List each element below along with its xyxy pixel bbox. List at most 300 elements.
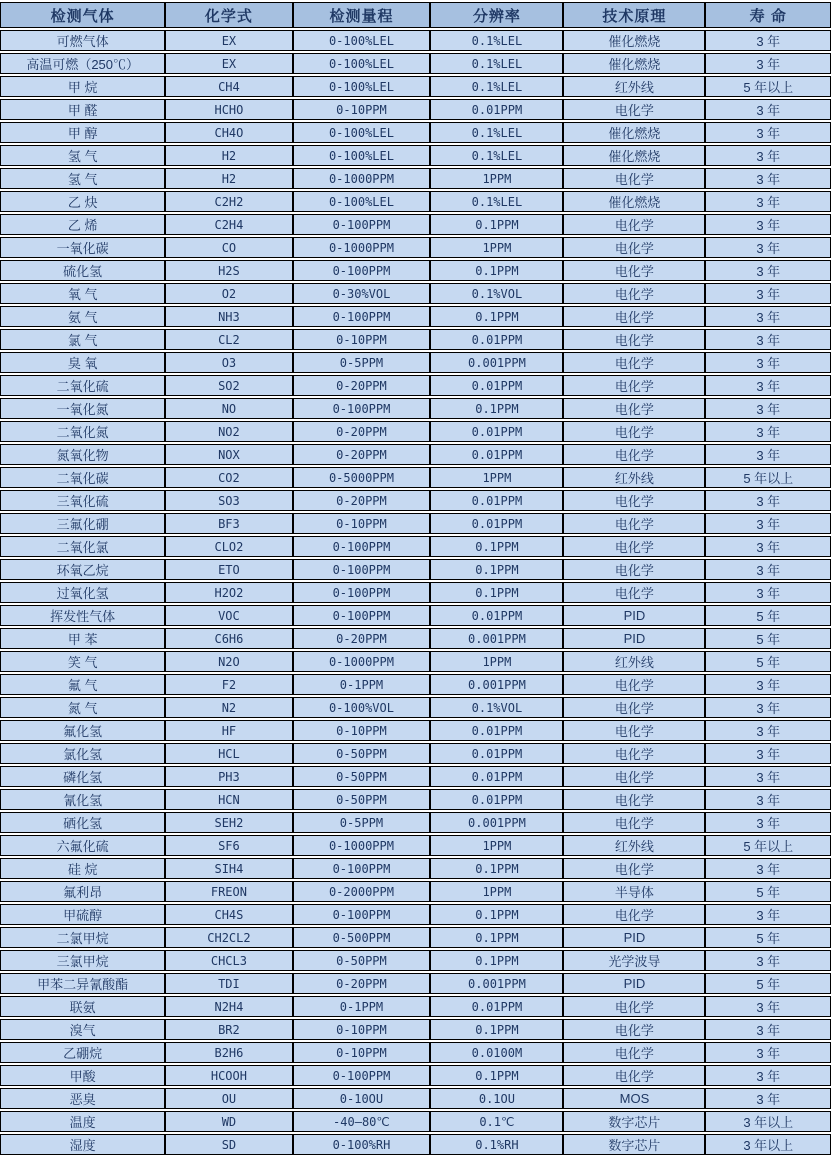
cell-resolution: 0.1%RH	[430, 1134, 563, 1155]
cell-formula: SF6	[165, 835, 292, 856]
cell-gas: 氢 气	[0, 168, 165, 189]
table-row	[0, 444, 831, 465]
cell-gas: 环氧乙烷	[0, 559, 165, 580]
table-row	[0, 237, 831, 258]
cell-principle: 电化学	[563, 237, 705, 258]
cell-formula: SO3	[165, 490, 292, 511]
cell-lifespan: 3 年	[705, 490, 831, 511]
cell-lifespan: 3 年	[705, 559, 831, 580]
cell-principle: 红外线	[563, 651, 705, 672]
cell-range: 0-10OU	[293, 1088, 431, 1109]
cell-principle: 数字芯片	[563, 1134, 705, 1155]
table-row	[0, 536, 831, 557]
cell-range: 0-100PPM	[293, 605, 431, 626]
cell-gas: 溴气	[0, 1019, 165, 1040]
table-row	[0, 30, 831, 51]
cell-range: 0-100%LEL	[293, 122, 431, 143]
cell-principle: 光学波导	[563, 950, 705, 971]
cell-resolution: 0.1%VOL	[430, 697, 563, 718]
cell-gas: 乙 炔	[0, 191, 165, 212]
cell-range: 0-50PPM	[293, 950, 431, 971]
cell-range: 0-2000PPM	[293, 881, 431, 902]
cell-resolution: 0.1PPM	[430, 306, 563, 327]
cell-principle: 电化学	[563, 1019, 705, 1040]
cell-formula: ETO	[165, 559, 292, 580]
table-row	[0, 651, 831, 672]
cell-gas: 氢 气	[0, 145, 165, 166]
cell-lifespan: 3 年	[705, 352, 831, 373]
cell-range: 0-20PPM	[293, 375, 431, 396]
cell-principle: PID	[563, 605, 705, 626]
table-row	[0, 789, 831, 810]
table-row	[0, 720, 831, 741]
cell-range: 0-1000PPM	[293, 651, 431, 672]
cell-principle: 催化燃烧	[563, 122, 705, 143]
cell-formula: CH4S	[165, 904, 292, 925]
table-row	[0, 53, 831, 74]
cell-gas: 甲硫醇	[0, 904, 165, 925]
cell-formula: TDI	[165, 973, 292, 994]
cell-gas: 湿度	[0, 1134, 165, 1155]
cell-principle: 电化学	[563, 352, 705, 373]
cell-gas: 甲 烷	[0, 76, 165, 97]
cell-principle: PID	[563, 927, 705, 948]
table-row	[0, 697, 831, 718]
cell-gas: 氟化氢	[0, 720, 165, 741]
cell-lifespan: 3 年	[705, 375, 831, 396]
cell-lifespan: 3 年	[705, 237, 831, 258]
cell-range: 0-10PPM	[293, 513, 431, 534]
cell-lifespan: 3 年	[705, 1042, 831, 1063]
cell-lifespan: 5 年	[705, 628, 831, 649]
cell-formula: CL2	[165, 329, 292, 350]
table-row	[0, 1088, 831, 1109]
cell-lifespan: 3 年	[705, 812, 831, 833]
table-row	[0, 1134, 831, 1155]
cell-lifespan: 3 年	[705, 30, 831, 51]
cell-lifespan: 5 年	[705, 605, 831, 626]
cell-resolution: 1PPM	[430, 881, 563, 902]
cell-principle: 电化学	[563, 1065, 705, 1086]
cell-gas: 硒化氢	[0, 812, 165, 833]
cell-resolution: 0.1%LEL	[430, 122, 563, 143]
cell-principle: 电化学	[563, 697, 705, 718]
cell-gas: 磷化氢	[0, 766, 165, 787]
table-row	[0, 605, 831, 626]
cell-resolution: 0.1℃	[430, 1111, 563, 1132]
cell-gas: 二氧化氮	[0, 421, 165, 442]
table-row	[0, 582, 831, 603]
cell-principle: 电化学	[563, 329, 705, 350]
cell-lifespan: 3 年	[705, 145, 831, 166]
cell-gas: 氮 气	[0, 697, 165, 718]
cell-lifespan: 3 年	[705, 1088, 831, 1109]
table-row	[0, 973, 831, 994]
cell-range: 0-100PPM	[293, 904, 431, 925]
cell-principle: 红外线	[563, 835, 705, 856]
table-row	[0, 214, 831, 235]
cell-range: -40—80℃	[293, 1111, 431, 1132]
cell-gas: 硅 烷	[0, 858, 165, 879]
cell-gas: 甲酸	[0, 1065, 165, 1086]
cell-formula: EX	[165, 53, 292, 74]
cell-range: 0-10PPM	[293, 329, 431, 350]
cell-gas: 二氧化硫	[0, 375, 165, 396]
cell-formula: SEH2	[165, 812, 292, 833]
cell-gas: 一氧化碳	[0, 237, 165, 258]
cell-principle: MOS	[563, 1088, 705, 1109]
cell-range: 0-500PPM	[293, 927, 431, 948]
cell-formula: WD	[165, 1111, 292, 1132]
cell-range: 0-1000PPM	[293, 168, 431, 189]
cell-resolution: 0.1PPM	[430, 1019, 563, 1040]
cell-principle: PID	[563, 628, 705, 649]
cell-resolution: 0.1%VOL	[430, 283, 563, 304]
cell-gas: 氯 气	[0, 329, 165, 350]
cell-formula: BF3	[165, 513, 292, 534]
cell-formula: SIH4	[165, 858, 292, 879]
cell-formula: NH3	[165, 306, 292, 327]
table-row	[0, 858, 831, 879]
cell-range: 0-1000PPM	[293, 237, 431, 258]
cell-lifespan: 3 年以上	[705, 1134, 831, 1155]
cell-principle: 电化学	[563, 766, 705, 787]
cell-gas: 氟 气	[0, 674, 165, 695]
cell-formula: CH4O	[165, 122, 292, 143]
cell-resolution: 0.1%LEL	[430, 53, 563, 74]
table-row	[0, 559, 831, 580]
cell-principle: 电化学	[563, 720, 705, 741]
table-row	[0, 1111, 831, 1132]
cell-range: 0-100%LEL	[293, 30, 431, 51]
cell-resolution: 0.001PPM	[430, 628, 563, 649]
cell-lifespan: 3 年	[705, 191, 831, 212]
cell-principle: 电化学	[563, 513, 705, 534]
cell-formula: CHCL3	[165, 950, 292, 971]
cell-range: 0-5000PPM	[293, 467, 431, 488]
cell-gas: 三氯甲烷	[0, 950, 165, 971]
cell-gas: 乙 烯	[0, 214, 165, 235]
cell-gas: 联氨	[0, 996, 165, 1017]
cell-formula: H2	[165, 168, 292, 189]
cell-resolution: 0.01PPM	[430, 605, 563, 626]
cell-resolution: 1PPM	[430, 467, 563, 488]
cell-gas: 可燃气体	[0, 30, 165, 51]
cell-lifespan: 3 年	[705, 214, 831, 235]
cell-resolution: 0.1PPM	[430, 950, 563, 971]
cell-formula: O3	[165, 352, 292, 373]
cell-gas: 氟利昂	[0, 881, 165, 902]
cell-lifespan: 3 年	[705, 536, 831, 557]
cell-resolution: 0.01PPM	[430, 99, 563, 120]
cell-principle: 电化学	[563, 904, 705, 925]
cell-formula: CH4	[165, 76, 292, 97]
cell-range: 0-100PPM	[293, 260, 431, 281]
cell-formula: CLO2	[165, 536, 292, 557]
cell-range: 0-5PPM	[293, 352, 431, 373]
table-row	[0, 743, 831, 764]
table-row	[0, 398, 831, 419]
cell-resolution: 0.1PPM	[430, 260, 563, 281]
table-row	[0, 674, 831, 695]
cell-resolution: 1PPM	[430, 168, 563, 189]
cell-gas: 恶臭	[0, 1088, 165, 1109]
cell-lifespan: 3 年	[705, 329, 831, 350]
cell-resolution: 0.01PPM	[430, 444, 563, 465]
cell-gas: 氯化氢	[0, 743, 165, 764]
cell-formula: FREON	[165, 881, 292, 902]
cell-principle: 电化学	[563, 99, 705, 120]
table-row	[0, 76, 831, 97]
cell-range: 0-50PPM	[293, 743, 431, 764]
cell-lifespan: 3 年	[705, 582, 831, 603]
table-row	[0, 881, 831, 902]
cell-lifespan: 3 年	[705, 444, 831, 465]
cell-range: 0-1PPM	[293, 674, 431, 695]
cell-lifespan: 5 年	[705, 881, 831, 902]
cell-resolution: 0.001PPM	[430, 973, 563, 994]
cell-resolution: 0.01PPM	[430, 743, 563, 764]
cell-principle: 电化学	[563, 490, 705, 511]
table-row	[0, 329, 831, 350]
cell-range: 0-30%VOL	[293, 283, 431, 304]
cell-range: 0-100PPM	[293, 858, 431, 879]
cell-formula: HCL	[165, 743, 292, 764]
cell-gas: 六氟化硫	[0, 835, 165, 856]
cell-range: 0-100PPM	[293, 306, 431, 327]
cell-range: 0-20PPM	[293, 421, 431, 442]
cell-formula: H2O2	[165, 582, 292, 603]
cell-lifespan: 3 年	[705, 697, 831, 718]
cell-gas: 甲 苯	[0, 628, 165, 649]
cell-resolution: 0.1PPM	[430, 559, 563, 580]
cell-lifespan: 5 年	[705, 973, 831, 994]
cell-range: 0-10PPM	[293, 99, 431, 120]
cell-gas: 甲 醇	[0, 122, 165, 143]
table-row	[0, 421, 831, 442]
cell-principle: 半导体	[563, 881, 705, 902]
cell-lifespan: 3 年	[705, 283, 831, 304]
cell-formula: NO2	[165, 421, 292, 442]
cell-principle: 电化学	[563, 743, 705, 764]
table-row	[0, 191, 831, 212]
cell-formula: N2	[165, 697, 292, 718]
cell-principle: 电化学	[563, 536, 705, 557]
table-row	[0, 904, 831, 925]
cell-range: 0-100%LEL	[293, 191, 431, 212]
table-row	[0, 168, 831, 189]
header-range: 检测量程	[293, 2, 431, 28]
cell-formula: C6H6	[165, 628, 292, 649]
cell-formula: CH2CL2	[165, 927, 292, 948]
cell-lifespan: 3 年	[705, 1065, 831, 1086]
cell-principle: 电化学	[563, 1042, 705, 1063]
cell-range: 0-100PPM	[293, 1065, 431, 1086]
cell-lifespan: 3 年	[705, 858, 831, 879]
cell-formula: HCN	[165, 789, 292, 810]
table-row	[0, 145, 831, 166]
table-row	[0, 375, 831, 396]
cell-resolution: 0.1OU	[430, 1088, 563, 1109]
cell-principle: 电化学	[563, 996, 705, 1017]
cell-principle: PID	[563, 973, 705, 994]
table-row	[0, 283, 831, 304]
cell-resolution: 0.1PPM	[430, 1065, 563, 1086]
header-gas: 检测气体	[0, 2, 165, 28]
cell-range: 0-100%LEL	[293, 76, 431, 97]
cell-range: 0-100PPM	[293, 559, 431, 580]
cell-formula: OU	[165, 1088, 292, 1109]
cell-range: 0-50PPM	[293, 766, 431, 787]
cell-range: 0-100%VOL	[293, 697, 431, 718]
cell-resolution: 0.001PPM	[430, 812, 563, 833]
cell-range: 0-10PPM	[293, 720, 431, 741]
cell-principle: 催化燃烧	[563, 191, 705, 212]
cell-principle: 电化学	[563, 283, 705, 304]
cell-lifespan: 5 年以上	[705, 76, 831, 97]
cell-formula: NOX	[165, 444, 292, 465]
cell-resolution: 1PPM	[430, 651, 563, 672]
cell-gas: 温度	[0, 1111, 165, 1132]
cell-lifespan: 3 年	[705, 99, 831, 120]
cell-lifespan: 3 年	[705, 743, 831, 764]
cell-lifespan: 3 年	[705, 720, 831, 741]
cell-resolution: 0.01PPM	[430, 996, 563, 1017]
cell-gas: 二氧化碳	[0, 467, 165, 488]
cell-principle: 红外线	[563, 467, 705, 488]
cell-principle: 电化学	[563, 858, 705, 879]
header-principle: 技术原理	[563, 2, 705, 28]
cell-gas: 臭 氧	[0, 352, 165, 373]
cell-principle: 电化学	[563, 582, 705, 603]
cell-principle: 电化学	[563, 214, 705, 235]
cell-formula: HCOOH	[165, 1065, 292, 1086]
cell-formula: C2H2	[165, 191, 292, 212]
cell-principle: 电化学	[563, 398, 705, 419]
cell-range: 0-10PPM	[293, 1019, 431, 1040]
cell-lifespan: 5 年以上	[705, 835, 831, 856]
cell-range: 0-100PPM	[293, 582, 431, 603]
cell-lifespan: 3 年	[705, 513, 831, 534]
cell-formula: CO	[165, 237, 292, 258]
cell-gas: 三氧化硫	[0, 490, 165, 511]
cell-lifespan: 3 年	[705, 789, 831, 810]
cell-range: 0-100PPM	[293, 536, 431, 557]
cell-resolution: 0.01PPM	[430, 329, 563, 350]
cell-lifespan: 3 年	[705, 904, 831, 925]
cell-resolution: 0.1PPM	[430, 536, 563, 557]
cell-gas: 笑 气	[0, 651, 165, 672]
cell-formula: B2H6	[165, 1042, 292, 1063]
cell-formula: EX	[165, 30, 292, 51]
table-row	[0, 1042, 831, 1063]
cell-formula: N2H4	[165, 996, 292, 1017]
cell-principle: 电化学	[563, 812, 705, 833]
table-row	[0, 927, 831, 948]
cell-range: 0-20PPM	[293, 490, 431, 511]
cell-resolution: 0.001PPM	[430, 352, 563, 373]
cell-gas: 一氧化氮	[0, 398, 165, 419]
cell-gas: 二氯甲烷	[0, 927, 165, 948]
cell-lifespan: 5 年以上	[705, 467, 831, 488]
cell-range: 0-100%LEL	[293, 145, 431, 166]
cell-resolution: 0.1%LEL	[430, 191, 563, 212]
cell-principle: 电化学	[563, 674, 705, 695]
cell-gas: 过氧化氢	[0, 582, 165, 603]
cell-gas: 硫化氢	[0, 260, 165, 281]
cell-resolution: 0.01PPM	[430, 789, 563, 810]
cell-resolution: 0.1PPM	[430, 858, 563, 879]
cell-lifespan: 3 年	[705, 996, 831, 1017]
cell-gas: 高温可燃（250℃）	[0, 53, 165, 74]
cell-principle: 电化学	[563, 444, 705, 465]
cell-formula: H2	[165, 145, 292, 166]
cell-formula: CO2	[165, 467, 292, 488]
cell-range: 0-100PPM	[293, 214, 431, 235]
cell-resolution: 0.1%LEL	[430, 30, 563, 51]
table-row	[0, 352, 831, 373]
cell-gas: 氧 气	[0, 283, 165, 304]
cell-formula: PH3	[165, 766, 292, 787]
cell-principle: 电化学	[563, 559, 705, 580]
header-resolution: 分辨率	[430, 2, 563, 28]
table-row	[0, 467, 831, 488]
table-row	[0, 260, 831, 281]
cell-formula: N2O	[165, 651, 292, 672]
cell-formula: H2S	[165, 260, 292, 281]
table-row	[0, 950, 831, 971]
cell-resolution: 1PPM	[430, 835, 563, 856]
cell-resolution: 0.1PPM	[430, 582, 563, 603]
cell-formula: BR2	[165, 1019, 292, 1040]
cell-gas: 甲苯二异氰酸酯	[0, 973, 165, 994]
table-row	[0, 490, 831, 511]
table-row	[0, 513, 831, 534]
cell-resolution: 1PPM	[430, 237, 563, 258]
table-row	[0, 122, 831, 143]
table-row	[0, 1019, 831, 1040]
cell-gas: 氨 气	[0, 306, 165, 327]
cell-resolution: 0.01PPM	[430, 766, 563, 787]
cell-range: 0-20PPM	[293, 628, 431, 649]
header-lifespan: 寿 命	[705, 2, 831, 28]
cell-principle: 电化学	[563, 421, 705, 442]
table-body	[0, 30, 831, 1155]
cell-lifespan: 3 年	[705, 950, 831, 971]
cell-principle: 催化燃烧	[563, 145, 705, 166]
cell-lifespan: 3 年	[705, 1019, 831, 1040]
cell-principle: 催化燃烧	[563, 30, 705, 51]
cell-resolution: 0.1PPM	[430, 904, 563, 925]
cell-lifespan: 3 年	[705, 306, 831, 327]
cell-range: 0-20PPM	[293, 444, 431, 465]
cell-formula: F2	[165, 674, 292, 695]
cell-gas: 氰化氢	[0, 789, 165, 810]
cell-range: 0-1000PPM	[293, 835, 431, 856]
table-row	[0, 628, 831, 649]
cell-formula: NO	[165, 398, 292, 419]
table-row	[0, 306, 831, 327]
cell-lifespan: 3 年以上	[705, 1111, 831, 1132]
cell-formula: O2	[165, 283, 292, 304]
cell-lifespan: 3 年	[705, 766, 831, 787]
cell-formula: SO2	[165, 375, 292, 396]
cell-resolution: 0.1%LEL	[430, 76, 563, 97]
cell-resolution: 0.001PPM	[430, 674, 563, 695]
cell-principle: 电化学	[563, 789, 705, 810]
cell-lifespan: 3 年	[705, 398, 831, 419]
table-row	[0, 766, 831, 787]
